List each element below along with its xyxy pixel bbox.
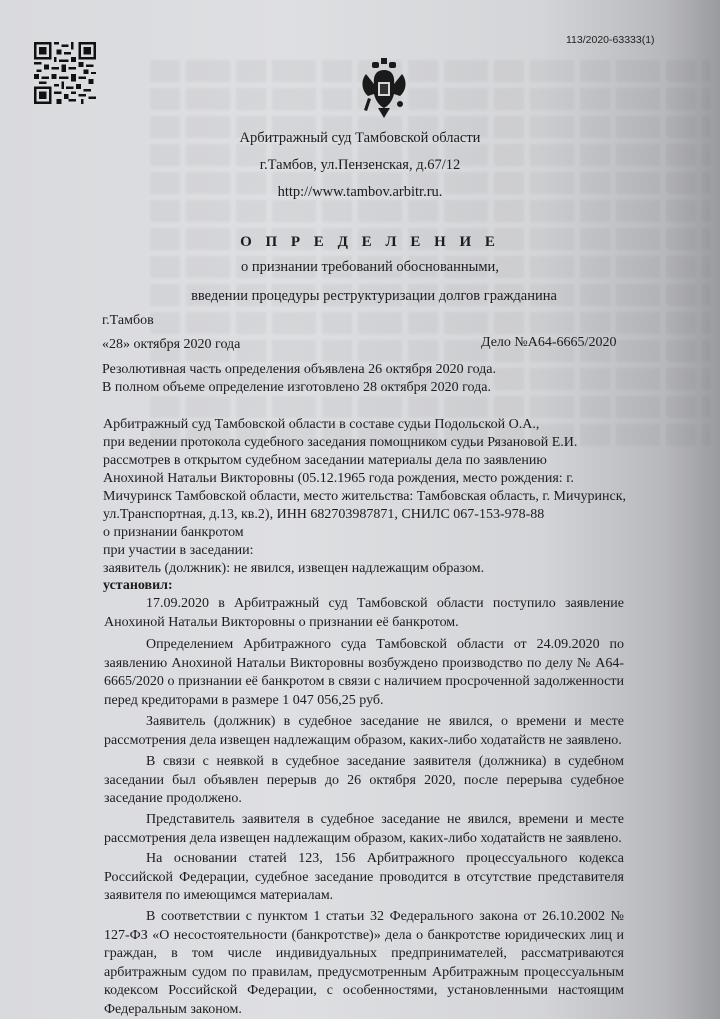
coat-of-arms-icon bbox=[358, 56, 410, 120]
document-subtitle-2: введении процедуры реструктуризации долгов гражданина bbox=[191, 288, 557, 304]
intro-line: заявитель (должник): не явился, извещен надлежащим образом. bbox=[103, 561, 485, 576]
case-number: Дело №А64-6665/2020 bbox=[481, 335, 617, 350]
resolution-announced: Резолютивная часть определения объявлена 26 октября 2020 года. bbox=[102, 362, 496, 377]
body-paragraph: На основании статей 123, 156 Арбитражного процессуального кодекса Российской Федерации, судебное заседание проводится в отсутствие представителя заявителя по имеющимся материалам. bbox=[104, 851, 624, 903]
intro-line: при участии в заседании: bbox=[103, 543, 254, 558]
city: г.Тамбов bbox=[102, 313, 154, 328]
body-paragraph: Определением Арбитражного суда Тамбовской области от 24.09.2020 по заявлению Анохиной Натальи Викторовны возбуждено производство по делу № А64-6665/2020 о признании её банкротом в связи с наличием просроченной задолженности перед кредиторами в размере 1 047 056,25 руб. bbox=[104, 637, 624, 708]
court-name: Арбитражный суд Тамбовской области bbox=[239, 130, 481, 146]
document-subtitle-1: о признании требований обоснованными, bbox=[241, 259, 499, 275]
established-label: установил: bbox=[103, 578, 173, 593]
intro-line: рассмотрев в открытом судебном заседании материалы дела по заявлению bbox=[103, 453, 547, 468]
qr-code-icon bbox=[34, 42, 96, 104]
intro-line: Мичуринск Тамбовской области, место жительства: Тамбовская область, г. Мичуринск, bbox=[103, 489, 627, 504]
intro-line: Арбитражный суд Тамбовской области в составе судьи Подольской О.А., bbox=[103, 417, 540, 432]
body-paragraph: Представитель заявителя в судебное заседание не явился, времени и месте рассмотрения дела извещен надлежащим образом, каких-либо ходатайств не заявлено. bbox=[104, 812, 624, 846]
body-paragraph: Заявитель (должник) в судебное заседание не явился, о времени и месте рассмотрения дела извещен надлежащим образом, каких-либо ходатайств не заявлено. bbox=[104, 714, 624, 748]
document-title: О П Р Е Д Е Л Е Н И Е bbox=[240, 234, 500, 250]
intro-line: о признании банкротом bbox=[103, 525, 244, 540]
document-date: «28» октября 2020 года bbox=[102, 337, 241, 352]
body-paragraph: 17.09.2020 в Арбитражный суд Тамбовской области поступило заявление Анохиной Натальи Викторовны о признании её банкротом. bbox=[104, 596, 624, 630]
intro-line: ул.Транспортная, д.13, кв.2), ИНН 682703987871, СНИЛС 067-153-978-88 bbox=[103, 507, 545, 522]
body-paragraph: В связи с неявкой в судебное заседание заявителя (должника) в судебном заседании был объявлен перерыв до 26 октября 2020, после перерыва судебное заседание продолжено. bbox=[104, 754, 624, 806]
court-website[interactable]: http://www.tambov.arbitr.ru. bbox=[277, 184, 443, 200]
intro-line: Анохиной Натальи Викторовны (05.12.1965 года рождения, место рождения: г. bbox=[103, 471, 574, 486]
body-paragraph: В соответствии с пунктом 1 статьи 32 Федерального закона от 26.10.2002 № 127-ФЗ «О несостоятельности (банкротстве)» дела о банкротстве юридических лиц и граждан, в том числе индивидуальных предпринимателей, рассматриваются арбитражным судом по правилам, предусмотренным Арбитражным процессуальным кодексом Российской Федерации, с особенностями, установленными настоящим Федеральным законом. bbox=[104, 909, 624, 1017]
intro-line: при ведении протокола судебного заседания помощником судьи Рязановой Е.И. bbox=[103, 435, 578, 450]
case-reference: 113/2020-63333(1) bbox=[566, 34, 655, 46]
court-address: г.Тамбов, ул.Пензенская, д.67/12 bbox=[259, 157, 461, 173]
full-text-prepared: В полном объеме определение изготовлено 28 октября 2020 года. bbox=[102, 380, 491, 395]
